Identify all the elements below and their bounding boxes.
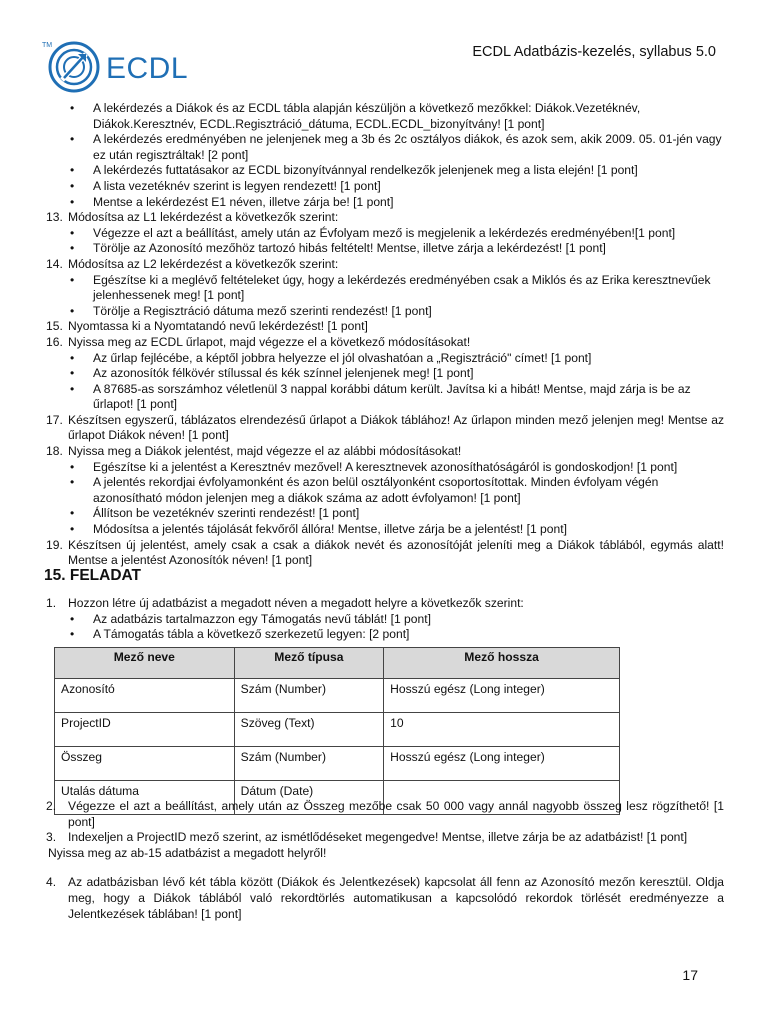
item-number: 4.: [46, 875, 57, 890]
table-row: [55, 713, 620, 747]
spacer: [48, 861, 724, 875]
item-number: 16.: [46, 334, 63, 349]
table-cell: Összeg: [55, 747, 235, 781]
item-number: 15.: [46, 319, 63, 334]
table-row: [55, 747, 620, 781]
item-text: Nyomtassa ki a Nyomtatandó nevű lekérdezést! [1 pont]: [68, 319, 368, 334]
numbered-item-1: [48, 596, 724, 612]
list-item: • Egészítse ki a jelentést a Keresztnév mezővel! A keresztnevek azonosíthatóságáról is gondoskodjon! [1 pont]: [48, 460, 724, 476]
list-item: • Végezze el azt a beállítást, amely után az Évfolyam mező is megjelenik a lekérdezés eredményében![1 pont]: [48, 226, 724, 242]
list-item: • Egészítse ki a meglévő feltételeket úgy, hogy a lekérdezés eredményében csak a Miklós és az Erika keresztnevűek jelenhessenek meg! [1 pont]: [48, 273, 724, 304]
ecdl-logo: [44, 40, 204, 94]
numbered-item-16: [48, 335, 724, 351]
logo-text: ECDL: [106, 52, 189, 85]
list-item: • A 87685-as sorszámhoz véletlenül 3 nappal korábbi dátum került. Javítsa ki a hibát! Mentse, majd zárja is be az űrlapot! [1 pont]: [48, 382, 724, 413]
list-item: • Az adatbázis tartalmazzon egy Támogatás nevű táblát! [1 pont]: [48, 612, 724, 628]
list-item: • A lekérdezés futtatásakor az ECDL bizonyítvánnyal rendelkezők jelenjenek meg a lista elején! [1 pont]: [48, 163, 724, 179]
item-text: Hozzon létre új adatbázist a megadott néven a megadott helyre a következők szerint:: [68, 596, 524, 610]
list-item: • Állítson be vezetéknév szerinti rendezést! [1 pont]: [48, 506, 724, 522]
list-item: • A lekérdezés a Diákok és az ECDL tábla alapján készüljön a következő mezőkkel: Diákok.Vezetéknév, Diákok.Keresztnév, ECDL.Regisztráció_dátuma, ECDL.ECDL_bizonyítvány! [1 pont]: [48, 101, 724, 132]
section-title: 15. FELADAT: [44, 567, 142, 584]
list-item: • Módosítsa a jelentés tájolását fekvőről állóra! Mentse, illetve zárja be a jelentést! [1 pont]: [48, 522, 724, 538]
table-cell: Hosszú egész (Long integer): [384, 679, 620, 713]
table-cell: Hosszú egész (Long integer): [384, 747, 620, 781]
item-number: 14.: [46, 256, 63, 271]
task-list-continued: [48, 799, 724, 922]
table-cell: Utalás dátuma: [55, 781, 235, 815]
table-cell: ProjectID: [55, 713, 235, 747]
column-header: Mező neve: [55, 648, 235, 679]
table-cell: 10: [384, 713, 620, 747]
table-cell: Szám (Number): [234, 747, 384, 781]
column-header: Mező hossza: [384, 648, 620, 679]
numbered-item-2: [48, 799, 724, 830]
item-number: 1.: [46, 596, 57, 610]
list-item: • Mentse a lekérdezést E1 néven, illetve zárja be! [1 pont]: [48, 195, 724, 211]
item-number: 18.: [46, 444, 63, 459]
column-header: Mező típusa: [234, 648, 384, 679]
numbered-item-18: [48, 444, 724, 460]
table-cell: Azonosító: [55, 679, 235, 713]
list-item: • Törölje az Azonosító mezőhöz tartozó hibás feltételt! Mentse, illetve zárja a lekérdezést! [1 pont]: [48, 241, 724, 257]
item-number: 19.: [46, 537, 63, 552]
numbered-item-15: [48, 319, 724, 335]
exercise-list: [48, 101, 724, 569]
numbered-item-4: [48, 875, 724, 922]
numbered-item-14: [48, 257, 724, 273]
header-title: ECDL Adatbázis-kezelés, syllabus 5.0: [472, 44, 716, 60]
task-list: [48, 596, 724, 643]
list-item: • A lekérdezés eredményében ne jelenjenek meg a 3b és 2c osztályos diákok, és azok sem, akik 2009. 05. 01-jén vagy ez után regisztráltak! [2 pont]: [48, 132, 724, 163]
numbered-item-13: [48, 210, 724, 226]
item-text: Indexeljen a ProjectID mező szerint, az ismétlődéseket megengedve! Mentse, illetve zárja be az adatbázist! [1 pont]: [68, 830, 688, 845]
page-number: 17: [682, 967, 698, 983]
open-database-line: Nyissa meg az ab-15 adatbázist a megadott helyről!: [48, 845, 327, 860]
item-text: Készítsen új jelentést, amely csak a csak a diákok nevét és azonosítóját jeleníti meg a Diákok táblából, egymás alatt! Mentse a jelentést Azonosítók néven! [1 pont]: [68, 537, 724, 568]
numbered-item-17: [48, 413, 724, 444]
numbered-item-3: [48, 830, 724, 846]
item-text: Nyissa meg az ECDL űrlapot, majd végezze el a következő módosításokat!: [68, 334, 471, 349]
field-table: [54, 647, 620, 815]
item-text: Végezze el azt a beállítást, amely után az Összeg mezőbe csak 50 000 vagy annál nagyobb összeg lesz rögzíthető! [1 pont]: [68, 799, 724, 829]
item-number: 3.: [46, 830, 57, 845]
item-number: 17.: [46, 412, 63, 427]
table-cell: Szám (Number): [234, 679, 384, 713]
ecdl-globe-icon: [44, 40, 100, 94]
table-row: [55, 679, 620, 713]
list-item: • Az űrlap fejlécébe, a képtől jobbra helyezze el jól olvashatóan a „Regisztráció" címet! [1 pont]: [48, 351, 724, 367]
list-item: • A jelentés rekordjai évfolyamonként és azon belül osztályonként csoportosítottak. Minden évfolyam végén azonosítható módon jelenjen meg a diákok száma az adott évfolyamon! [1 pont]: [48, 475, 724, 506]
list-item: • Törölje a Regisztráció dátuma mező szerinti rendezést! [1 pont]: [48, 304, 724, 320]
numbered-item-19: [48, 538, 724, 569]
list-item: • A lista vezetéknév szerint is legyen rendezett! [1 pont]: [48, 179, 724, 195]
list-item: • Az azonosítók félkövér stílussal és kék színnel jelenjenek meg! [1 pont]: [48, 366, 724, 382]
item-text: Készítsen egyszerű, táblázatos elrendezésű űrlapot a Diákok táblához! Az űrlapon minden mező jelenjen meg! Mentse az űrlapot Diákok néven! [1 pont]: [68, 412, 724, 443]
item-text: Módosítsa az L1 lekérdezést a következők szerint:: [68, 210, 339, 225]
table-cell: Szöveg (Text): [234, 713, 384, 747]
item-text: Az adatbázisban lévő két tábla között (Diákok és Jelentkezések) kapcsolat áll fenn az Azonosító mezőn keresztül. Oldja meg, hogy a Diákok táblából való rekordtörlés automatikusan a kapcsolódó rekordok törlését eredményezze a Jelentkezések táblában! [1 pont]: [68, 875, 724, 921]
list-item: • A Támogatás tábla a következő szerkezetű legyen: [2 pont]: [48, 627, 724, 643]
trademark-mark: TM: [42, 42, 53, 49]
table-cell: Dátum (Date): [234, 781, 384, 815]
item-text: Nyissa meg a Diákok jelentést, majd végezze el az alábbi módosításokat!: [68, 444, 462, 459]
item-number: 13.: [46, 210, 63, 225]
table-header-row: [55, 648, 620, 679]
item-text: Módosítsa az L2 lekérdezést a következők szerint:: [68, 256, 339, 271]
item-number: 2.: [46, 799, 57, 813]
